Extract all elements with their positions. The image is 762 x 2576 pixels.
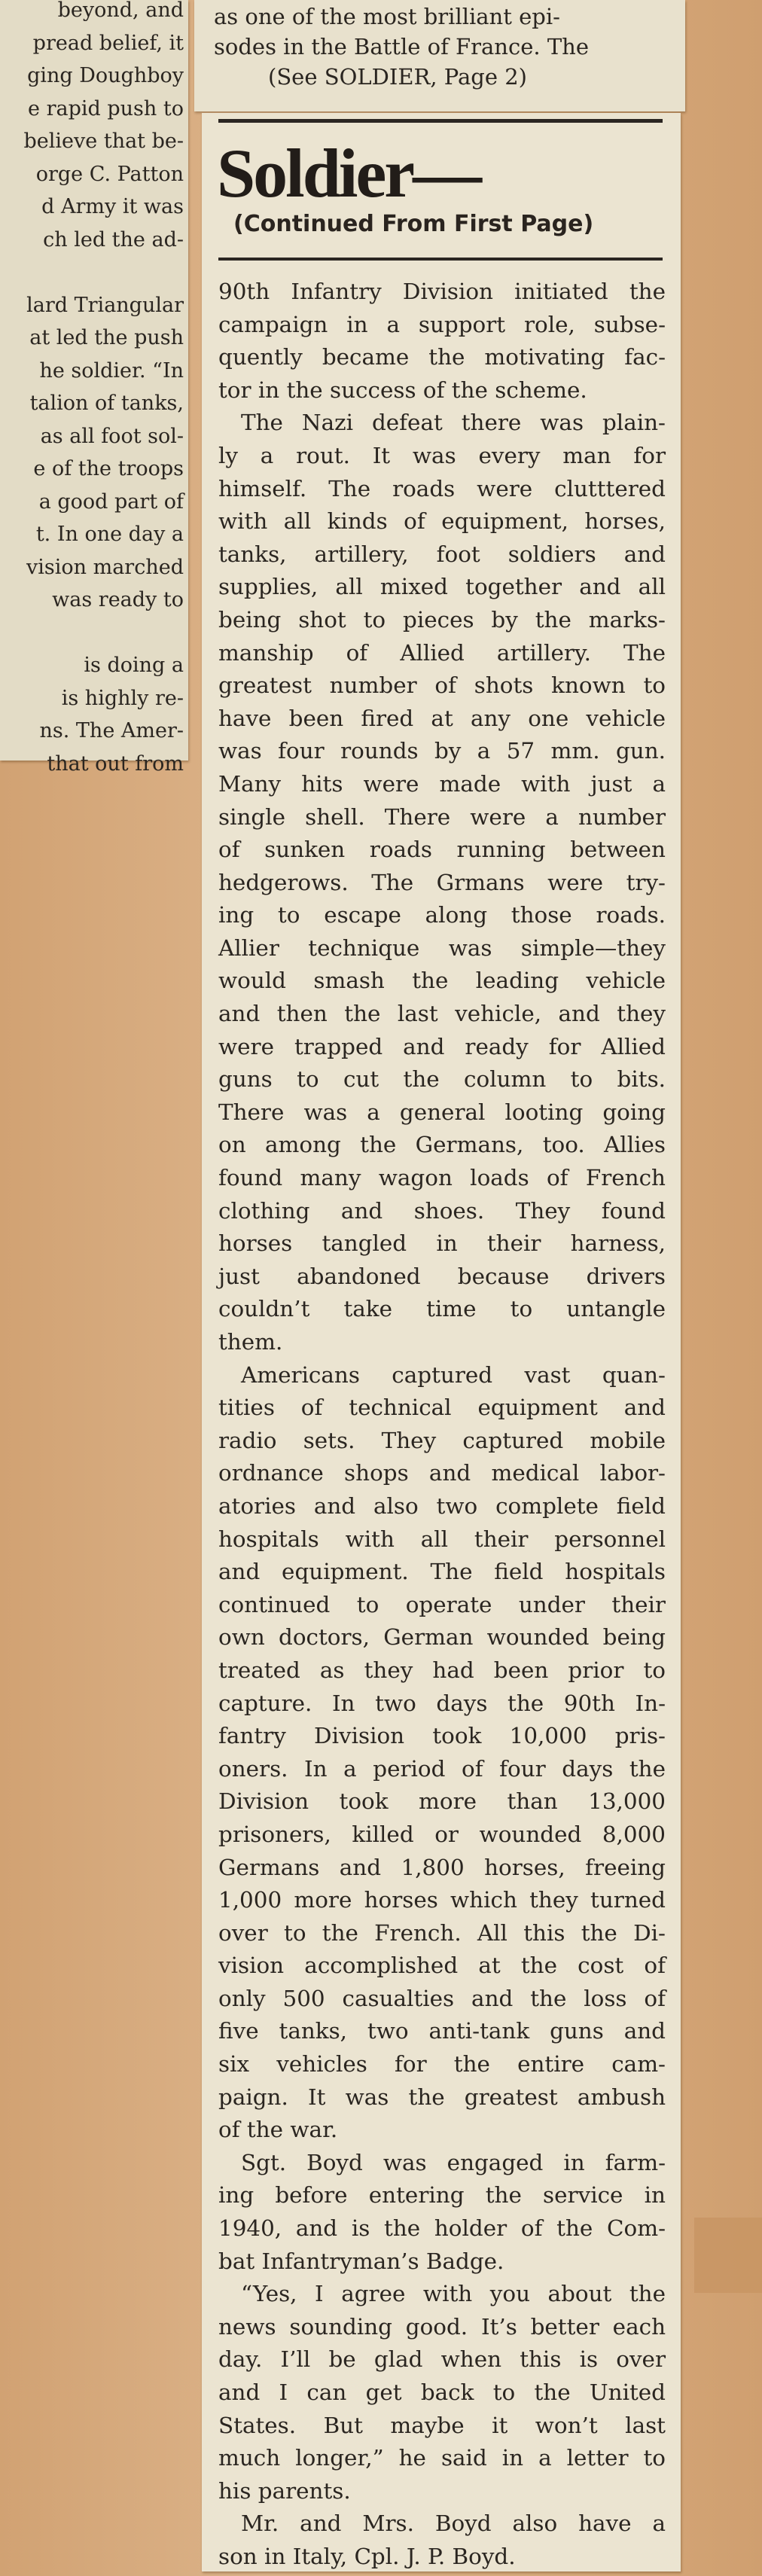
article-line: tanks, artillery, foot soldiers and	[218, 541, 666, 567]
article-line: son in Italy, Cpl. J. P. Boyd.	[218, 2543, 516, 2569]
article-line: capture. In two days the 90th In-	[218, 1690, 666, 1716]
article-line: prisoners, killed or wounded 8,000	[218, 1821, 666, 1847]
article-line: Germans and 1,800 horses, freeing	[218, 1854, 666, 1880]
article-line: on among the Germans, too. Allies	[218, 1132, 666, 1158]
article-line: five tanks, two anti-tank guns and	[218, 2018, 666, 2044]
article-subhead: (Continued From First Page)	[233, 211, 594, 237]
article-line: tor in the success of the scheme.	[218, 376, 587, 403]
article-line: bat Infantryman’s Badge.	[218, 2248, 504, 2274]
left-clipping-line: at led the push	[29, 326, 184, 349]
left-clipping-line: lard Triangular	[26, 293, 184, 317]
article-line: was four rounds by a 57 mm. gun.	[218, 738, 666, 764]
left-clipping-line: ging Doughboy	[27, 64, 184, 87]
article-line: continued to operate under their	[218, 1591, 666, 1617]
article-line: 90th Infantry Division initiated the	[218, 279, 666, 304]
article-line: States. But maybe it won’t last	[218, 2412, 666, 2438]
article-line: his parents.	[218, 2477, 351, 2504]
article-line: vision accomplished at the cost of	[218, 1953, 666, 1979]
left-clipping-line: he soldier. “In	[39, 358, 184, 383]
article-line: himself. The roads were clutttered	[218, 475, 666, 501]
left-clipping-line: is doing a	[84, 654, 184, 677]
article-line: There was a general looting going	[218, 1099, 666, 1125]
article-line: 1940, and is the holder of the Com-	[218, 2215, 666, 2242]
article-line: campaign in a support role, subse-	[218, 311, 666, 337]
article-line: fantry Division took 10,000 pris-	[218, 1723, 666, 1749]
left-clipping-line: ch led the ad-	[43, 227, 184, 252]
article-line: clothing and shoes. They found	[218, 1197, 666, 1224]
article-line: just abandoned because drivers	[218, 1263, 666, 1289]
article-line: single shell. There were a number	[218, 803, 666, 830]
article-line: only 500 casualties and the loss of	[218, 1985, 666, 2011]
article-headline: Soldier—	[217, 135, 480, 212]
left-clipping-line: e of the troops	[33, 457, 184, 480]
article-line: would smash the leading vehicle	[218, 968, 666, 994]
article-line: 1,000 more horses which they turned	[218, 1887, 666, 1913]
left-clipping-line	[0, 256, 184, 289]
article-line: atories and also two complete field	[218, 1492, 666, 1519]
article-line: found many wagon loads of French	[218, 1165, 666, 1191]
left-clipping-line	[0, 617, 184, 650]
article-line: much longer,” he said in a letter to	[218, 2445, 666, 2471]
article-line: hospitals with all their personnel	[218, 1526, 666, 1552]
left-clipping-line: e rapid push to	[28, 96, 184, 120]
left-clipping-line: that out from	[47, 751, 184, 776]
left-clipping-line: t. In one day a	[35, 523, 184, 546]
left-clipping-line: ns. The Amer-	[39, 719, 184, 742]
article-line: them.	[218, 1329, 283, 1355]
article-line: ing to escape along those roads.	[218, 902, 666, 928]
left-clipping-line: believe that be-	[23, 130, 184, 153]
article-line: and I can get back to the United	[218, 2379, 666, 2405]
article-line: over to the French. All this the Di-	[218, 1919, 666, 1946]
article-line: and then the last vehicle, and they	[218, 1001, 666, 1027]
left-clipping-line: talion of tanks,	[29, 392, 184, 415]
article-line: ly a rout. It was every man for	[218, 442, 666, 468]
left-clipping-line: beyond, and	[57, 0, 184, 22]
subhead-rule	[218, 258, 663, 261]
left-clipping-line: was ready to	[52, 588, 184, 611]
article-line: couldn’t take time to untangle	[218, 1296, 666, 1322]
left-clipping-line: as all foot sol-	[40, 424, 184, 448]
top-right-clipping	[194, 0, 685, 111]
article-line: with all kinds of equipment, horses,	[218, 508, 666, 535]
left-clipping-line: pread belief, it	[32, 31, 184, 55]
top-right-line-1: as one of the most brilliant epi-	[214, 4, 560, 29]
article-line: “Yes, I agree with you about the	[241, 2281, 666, 2307]
article-line: horses tangled in their harness,	[218, 1230, 666, 1257]
left-clipping-line: vision marched	[26, 555, 184, 579]
article-line: tities of technical equipment and	[218, 1395, 666, 1421]
article-line: were trapped and ready for Allied	[218, 1033, 666, 1059]
article-line: Mr. and Mrs. Boyd also have a	[241, 2510, 666, 2537]
article-line: greatest number of shots known to	[218, 672, 666, 699]
article-line: news sounding good. It’s better each	[218, 2313, 666, 2340]
article-line: guns to cut the column to bits.	[218, 1066, 666, 1093]
article-line: quently became the motivating fac-	[218, 344, 666, 370]
article-body	[218, 276, 666, 2574]
article-line: ing before entering the service in	[218, 2182, 666, 2209]
top-rule	[218, 119, 663, 123]
article-line: treated as they had been prior to	[218, 1657, 666, 1683]
article-line: Sgt. Boyd was engaged in farm-	[241, 2149, 666, 2175]
left-clipping-line: is highly re-	[61, 686, 184, 710]
article-line: of the war.	[218, 2117, 338, 2143]
article-line: supplies, all mixed together and all	[218, 574, 666, 600]
article-line: hedgerows. The Grmans were try-	[218, 869, 666, 895]
article-line: radio sets. They captured mobile	[218, 1427, 666, 1453]
article-line: day. I’ll be glad when this is over	[218, 2346, 666, 2373]
article-line: six vehicles for the entire cam-	[218, 2051, 666, 2078]
article-line: being shot to pieces by the marks-	[218, 606, 666, 633]
article-line: The Nazi defeat there was plain-	[241, 410, 666, 436]
article-clipping	[202, 113, 681, 2571]
left-clipping-line: d Army it was	[41, 195, 184, 218]
article-line: manship of Allied artillery. The	[218, 639, 666, 666]
left-clipping-column	[0, 0, 184, 780]
article-line: ordnance shops and medical labor-	[218, 1460, 666, 1486]
left-clipping-line: a good part of	[38, 489, 184, 514]
article-line: oners. In a period of four days the	[218, 1755, 666, 1782]
left-clipping-line: orge C. Patton	[35, 162, 184, 186]
article-line: Division took more than 13,000	[218, 1788, 666, 1815]
article-line: paign. It was the greatest ambush	[218, 2084, 666, 2110]
top-right-line-2: sodes in the Battle of France. The	[214, 34, 589, 59]
article-line: Americans captured vast quan-	[241, 1361, 666, 1388]
article-line: Many hits were made with just a	[218, 770, 666, 797]
top-right-continuation-note: (See SOLDIER, Page 2)	[268, 64, 527, 90]
article-line: and equipment. The field hospitals	[218, 1559, 666, 1585]
article-line: of sunken roads running between	[218, 837, 666, 863]
left-clipping	[0, 0, 188, 776]
tape-strip	[694, 2218, 762, 2293]
article-line: Allier technique was simple—they	[218, 934, 666, 961]
article-line: have been fired at any one vehicle	[218, 705, 666, 731]
article-line: own doctors, German wounded being	[218, 1624, 666, 1651]
